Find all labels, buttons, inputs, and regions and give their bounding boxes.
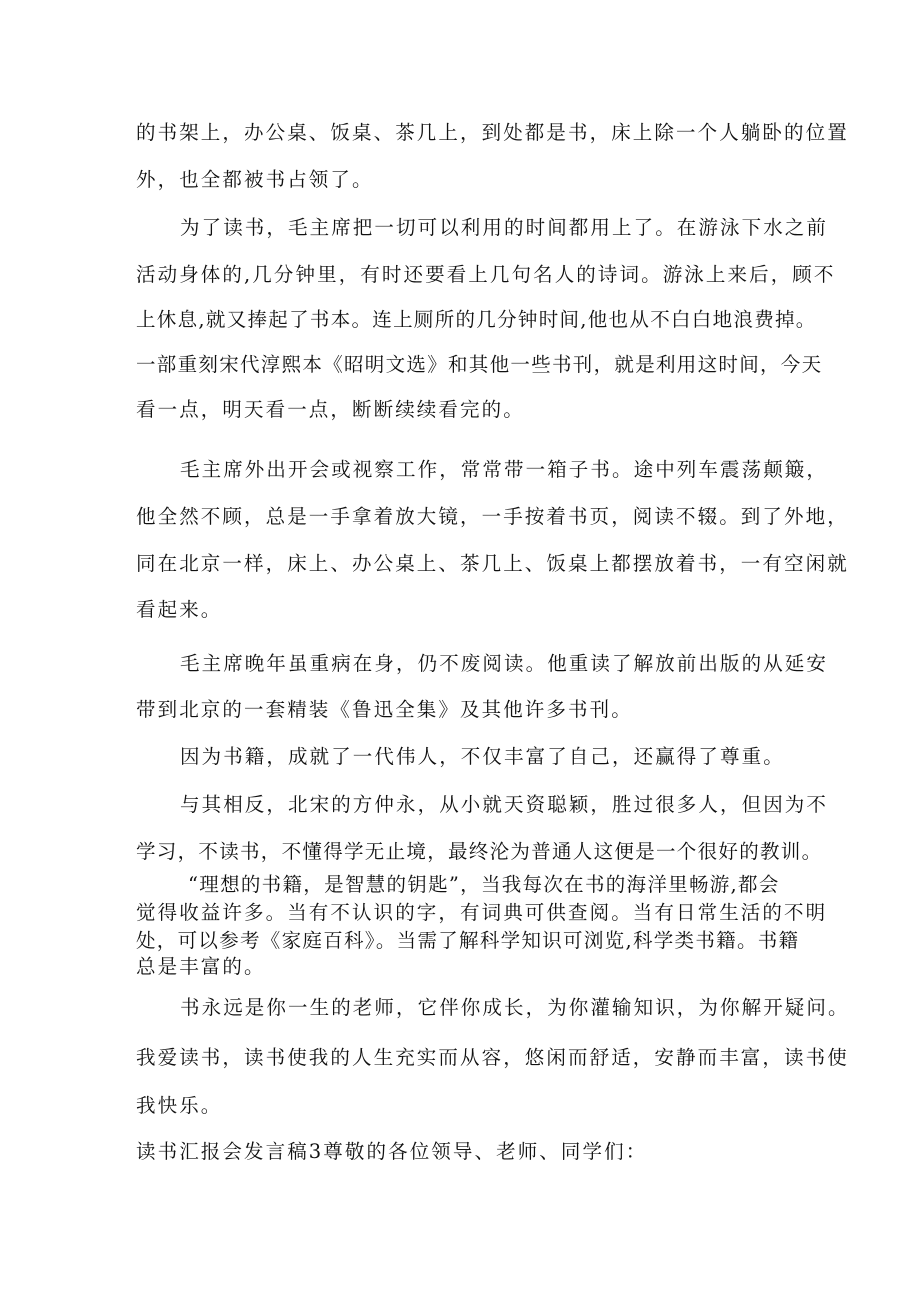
text-line: 总是丰富的。 <box>136 955 266 978</box>
text-line: 处，可以参考《家庭百科》。当需了解科学知识可浏览,科学类书籍。书籍 <box>136 929 800 952</box>
text-line: 学习，不读书，不懂得学无止境，最终沦为普通人这便是一个很好的教训。 <box>136 840 823 863</box>
text-line: “理想的书籍，是智慧的钥匙”，当我每次在书的海洋里畅游,都会 <box>188 873 780 896</box>
text-line: 毛主席外出开会或视察工作，常常带一箱子书。途中列车震荡颠簸， <box>180 458 829 481</box>
text-line: 带到北京的一套精装《鲁迅全集》及其他许多书刊。 <box>136 698 633 721</box>
text-line: 觉得收益许多。当有不认识的字，有词典可供查阅。当有日常生活的不明 <box>136 901 828 924</box>
text-line: 因为书籍，成就了一代伟人，不仅丰富了自己，还赢得了尊重。 <box>180 745 785 768</box>
text-line: 活动身体的,几分钟里，有时还要看上几句名人的诗词。游泳上来后，顾不 <box>136 263 836 286</box>
text-line: 上休息,就又捧起了书本。连上厕所的几分钟时间,他也从不白白地浪费掉。 <box>136 308 817 331</box>
text-line: 看起来。 <box>136 598 223 621</box>
text-line: 为了读书，毛主席把一切可以利用的时间都用上了。在游泳下水之前 <box>180 216 829 239</box>
text-line: 我快乐。 <box>136 1094 223 1117</box>
speech-title-line: 读书汇报会发言稿3尊敬的各位领导、老师、同学们： <box>136 1140 648 1163</box>
text-line: 我爱读书，读书使我的人生充实而从容，悠闲而舒适，安静而丰富，读书使 <box>136 1046 849 1069</box>
text-line: 看一点，明天看一点，断断续续看完的。 <box>136 398 525 421</box>
text-line: 与其相反，北宋的方仲永，从小就天资聪颖，胜过很多人，但因为不 <box>180 793 829 816</box>
text-line: 一部重刻宋代淳熙本《昭明文选》和其他一些书刊，就是利用这时间，今天 <box>136 353 823 376</box>
text-line: 他全然不顾，总是一手拿着放大镜，一手按着书页，阅读不辍。到了外地， <box>136 505 849 528</box>
text-line: 同在北京一样，床上、办公桌上、茶几上、饭桌上都摆放着书，一有空闲就 <box>136 552 849 575</box>
text-line: 外，也全都被书占领了。 <box>136 168 374 191</box>
text-line: 书永远是你一生的老师，它伴你成长，为你灌输知识，为你解开疑问。 <box>180 996 850 1019</box>
text-line: 的书架上，办公桌、饭桌、茶几上，到处都是书，床上除一个人躺卧的位置 <box>136 121 849 144</box>
text-line: 毛主席晚年虽重病在身，仍不废阅读。他重读了解放前出版的从延安 <box>180 652 829 675</box>
